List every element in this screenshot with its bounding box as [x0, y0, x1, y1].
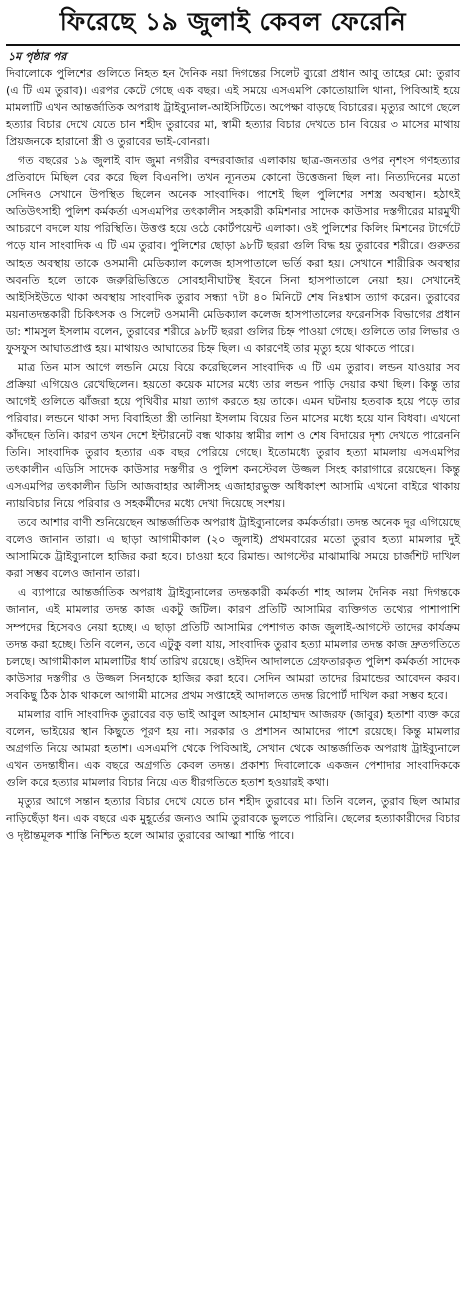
headline: ফিরেছে ১৯ জুলাই কেবল ফেরেনি [59, 7, 407, 36]
headline-rule [6, 44, 460, 46]
article-paragraph: এ ব্যাপারে আন্তর্জাতিক অপরাধ ট্রাইব্যুনালের তদন্তকারী কর্মকর্তা শাহ আলম দৈনিক নয়া দিগন্তকে জানান, এই মামলার তদন্ত কাজ একটু জটিল। কারণ প্রতিটি আসামির ব্যক্তিগত তথ্যের পাশাপাশি সম্পদের হিসেবও নেয়া হচ্ছে। এ ছাড়া প্রতিটি আসামির পেশাগত কাজ জুলাই-আগস্টে তাদের কার্যক্রম তদন্ত করা হচ্ছে। তিনি বলেন, তবে এটুকু বলা যায়, সাংবাদিক তুরাব হত্যা মামলার তদন্ত কাজ দ্রুতগতিতে চলছে। আগামীকাল মামলাটির ধার্য তারিখ রয়েছে। ওইদিন আদালতে গ্রেফতারকৃত পুলিশ কর্মকর্তা সাদেক কাউসার দস্তগীর ও উজ্জল সিনহাকে হাজির করা হবে। সেদিন আমরা তাদের রিমান্ডের আবেদন করব। সবকিছু ঠিক ঠাক থাকলে আগামী মাসের প্রথম সপ্তাহেই আদালতে তদন্ত রিপোর্ট দাখিল করা সম্ভব হবে। [6, 586, 460, 702]
article-paragraph: দিবালোকে পুলিশের গুলিতে নিহত হন দৈনিক নয়া দিগন্তের সিলেট ব্যুরো প্রধান আবু তাহের মো: তুরাব (এ টি এম তুরাব)। এরপর কেটে গেছে এক বছর। এই সময়ে এসএমপি কোতোয়ালি থানা, পিবিআই হয়ে মামলাটি এখন আন্তর্জাতিক অপরাধ ট্রাইব্যুনাল-আইসিটিতে। অপেক্ষা বাড়ছে বিচারের। মৃত্যুর আগে ছেলে হত্যার বিচার দেখে যেতে চান শহীদ তুরাবের মা, স্বামী হত্যার বিচার দেখতে চান বিয়ের ৩ মাসের মাথায় প্রিয়জনকে হারানো স্ত্রী ও তুরাবের ভাই-বোনরা। [6, 67, 460, 149]
article-paragraph: গত বছরের ১৯ জুলাই বাদ জুমা নগরীর বন্দরবাজার এলাকায় ছাত্র-জনতার ওপর নৃশংস গণহত্যার প্রতিবাদে মিছিল বের করে ছিল বিএনপি। তখন ন্যূনতম কোনো উত্তেজনা ছিল না। নিত্যদিনের মতো সেদিনও সেখানে উপস্থিত ছিলেন অনেক সাংবাদিক। পাশেই ছিল পুলিশের সশস্ত্র অবস্থান। হঠাৎই অতিউৎসাহী পুলিশ কর্মকর্তা এসএমপির তৎকালীন সহকারী কমিশনার সাদেক কাউসার দস্তগীরের মারমুখী আচরণে বদলে যায় পরিস্থিতি। উত্তপ্ত হয়ে ওঠে কোর্টপয়েন্ট এলাকা। ওই পুলিশের কিলিং মিশনের টার্গেটে পড়ে যান সাংবাদিক এ টি এম তুরাব। পুলিশের ছোড়া ৯৮টি ছররা গুলি বিদ্ধ হয় তুরাবের শরীরে। গুরুতর আহত অবস্থায় তাকে ওসমানী মেডিক্যাল কলেজ হাসপাতালে ভর্তি করা হয়। সেখানে শারীরিক অবস্থার অবনতি হলে তাকে জরুরিভিত্তিতে সোবহানীঘাটস্থ ইবনে সিনা হাসপাতালে নেয়া হয়। সেখানেই আইসিইউতে থাকা অবস্থায় সাংবাদিক তুরাব সন্ধ্যা ৭টা ৪০ মিনিটে শেষ নিঃশ্বাস ত্যাগ করেন। তুরাবের ময়নাতদন্তকারী চিকিৎসক ও সিলেট ওসমানী মেডিক্যাল কলেজ হাসপাতালের ফরেনসিক বিভাগের প্রধান ডা: শামসুল ইসলাম বলেন, তুরাবের শরীরে ৯৮টি ছররা গুলির চিহ্ন পাওয়া গেছে। গুলিতে তার লিভার ও ফুসফুস আঘাতপ্রাপ্ত হয়। মাথায়ও আঘাতের চিহ্ন ছিল। এ কারণেই তার মৃত্যু হয়ে থাকতে পারে। [6, 154, 460, 355]
article-paragraph: তবে আশার বাণী শুনিয়েছেন আন্তর্জাতিক অপরাধ ট্রাইব্যুনালের কর্মকর্তারা। তদন্ত অনেক দূর এগিয়েছে বলেও জানান তারা। এ ছাড়া আগামীকাল (২০ জুলাই) প্রথমবারের মতো তুরাব হত্যা মামলার দুই আসামিকে ট্রাইব্যুনালে হাজির করা হবে। চাওয়া হবে রিমান্ড। আগস্টের মাঝামাঝি সময়ে চার্জশিট দাখিল করা সম্ভব বলেও জানান তারা। [6, 516, 460, 581]
continued-from-label: ১ম পৃষ্ঠার পর [8, 50, 67, 63]
article-paragraph: মাত্র তিন মাস আগে লন্ডনি মেয়ে বিয়ে করেছিলেন সাংবাদিক এ টি এম তুরাব। লন্ডন যাওয়ার সব প্রক্রিয়া এগিয়েও রেখেছিলেন। হয়তো কয়েক মাসের মধ্যে তার লন্ডন পাড়ি দেয়ার কথা ছিল। কিন্তু তার আগেই গুলিতে ঝাঁজরা হয়ে পৃথিবীর মায়া ত্যাগ করতে হয় তাকে। এমন ঘটনায় হতবাক হয়ে পড়ে তার পরিবার। লন্ডনে থাকা সদ্য বিবাহিতা স্ত্রী তানিয়া ইসলাম বিয়ের তিন মাসের মধ্যে হয়ে যান বিধবা। এখনো কাঁদছেন তিনি। কারণ তখন দেশে ইন্টারনেট বন্ধ থাকায় স্বামীর লাশ ও শেষ বিদায়ের দৃশ্য দেখতে পারেননি তিনি। সাংবাদিক তুরাব হত্যার এক বছর পেরিয়ে গেছে। ইতোমধ্যে তুরাব হত্যা মামলায় এসএমপির তৎকালীন এডিসি সাদেক কাউসার দস্তগীর ও পুলিশ কনস্টেবল উজ্জল সিংহ কারাগারে রয়েছেন। কিন্তু এসএমপির তৎকালীন ডিসি আজবাহার আলীসহ এজাহারভুক্ত অধিকাংশ আসামি এখনো বাইরে থাকায় ন্যায়বিচার নিয়ে পরিবার ও সহকর্মীদের মধ্যে দেখা দিয়েছে সংশয়। [6, 360, 460, 511]
article-paragraph: মৃত্যুর আগে সন্তান হত্যার বিচার দেখে যেতে চান শহীদ তুরাবের মা। তিনি বলেন, তুরাব ছিল আমার নাড়িছেঁড়া ধন। এক বছরে এক মুহূর্তের জন্যও আমি তুরাবকে ভুলতে পারিনি। ছেলের হত্যাকারীদের বিচার ও দৃষ্টান্তমূলক শাস্তি নিশ্চিত হলে আমার তুরাবের আত্মা শান্তি পাবে। [6, 794, 460, 843]
article-body [6, 65, 460, 844]
article-paragraph: মামলার বাদি সাংবাদিক তুরাবের বড় ভাই আবুল আহসান মোহাম্মদ আজরফ (জাবুর) হতাশা ব্যক্ত করে বলেন, ভাইয়ের স্থান কিছুতে পূরণ হয় না। সরকার ও প্রশাসন আমাদের পাশে রয়েছে। কিন্তু মামলার অগ্রগতি নিয়ে আমরা হতাশ। এসএমপি থেকে পিবিআই, সেখান থেকে আন্তর্জাতিক অপরাধ ট্রাইব্যুনালে এখন তদন্তাধীন। এক বছরে অগ্রগতি কেবল তদন্ত। প্রকাশ্য দিবালোকে একজন পেশাদার সাংবাদিককে গুলি করে হত্যার মামলার বিচার নিয়ে এত ধীরগতিতে হতাশ হওয়ারই কথা। [6, 707, 460, 789]
